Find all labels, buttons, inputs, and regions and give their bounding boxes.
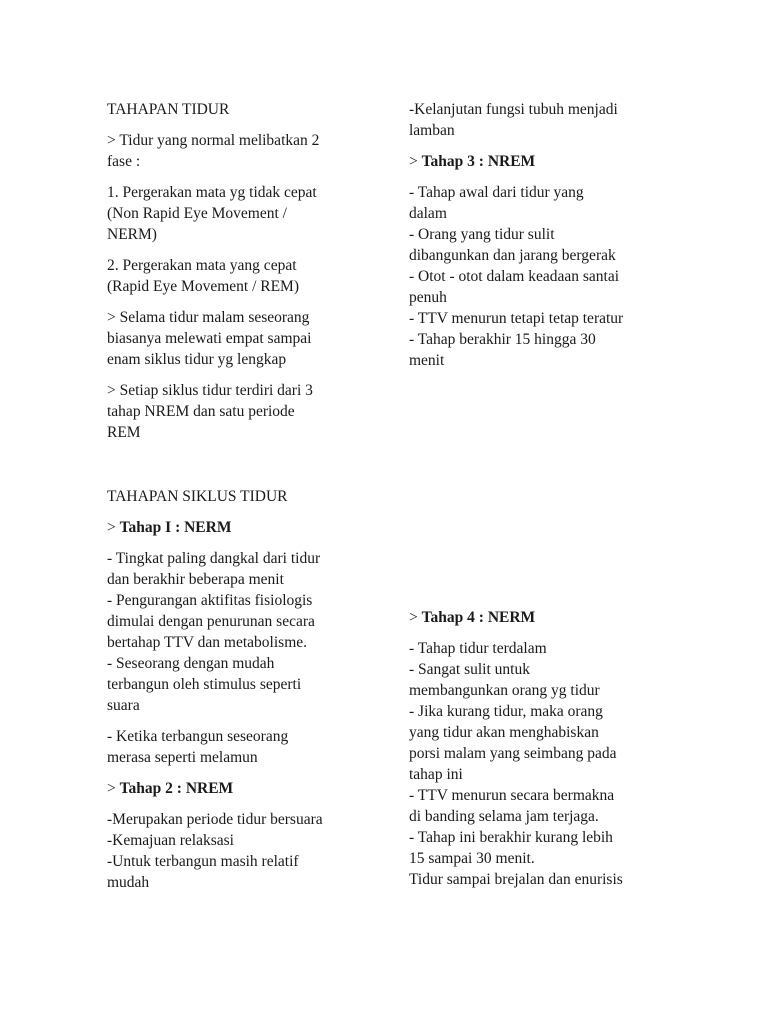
stage-heading-2 bbox=[107, 778, 369, 799]
text-line: 15 sampai 30 menit. bbox=[409, 850, 535, 867]
text-line: merasa seperti melamun bbox=[107, 749, 258, 766]
text-line: tahap NREM dan satu periode bbox=[107, 403, 295, 420]
paragraph-nerm bbox=[107, 182, 369, 245]
text-line: (Non Rapid Eye Movement / bbox=[107, 205, 287, 222]
text-line: porsi malam yang seimbang pada bbox=[409, 745, 617, 762]
text-line: REM bbox=[107, 424, 141, 441]
text-line: - Pengurangan aktifitas fisiologis bbox=[107, 592, 313, 609]
text-line: - Sangat sulit untuk bbox=[409, 661, 530, 678]
text-line: menit bbox=[409, 352, 445, 369]
text-line: NERM) bbox=[107, 226, 157, 243]
text-line: - TTV menurun secara bermakna bbox=[409, 787, 615, 804]
paragraph-stage-3 bbox=[409, 182, 679, 371]
text-line: - Seseorang dengan mudah bbox=[107, 655, 275, 672]
stage-heading-label: Tahap I : NERM bbox=[119, 519, 232, 536]
paragraph-cycle-stages bbox=[107, 380, 369, 443]
text-line: - Tahap berakhir 15 hingga 30 bbox=[409, 331, 596, 348]
paragraph-stage-4 bbox=[409, 638, 679, 890]
paragraph-stage-1-waking bbox=[107, 726, 369, 768]
text-line: mudah bbox=[107, 874, 150, 891]
text-line: -Untuk terbangun masih relatif bbox=[107, 853, 299, 870]
text-line: - TTV menurun tetapi tetap teratur bbox=[409, 310, 624, 327]
text-line: Tidur sampai brejalan dan enurisis bbox=[409, 871, 623, 888]
text-line: - Jika kurang tidur, maka orang bbox=[409, 703, 603, 720]
text-line: fase : bbox=[107, 153, 141, 170]
paragraph-normal-sleep bbox=[107, 130, 369, 172]
text-line: -Kemajuan relaksasi bbox=[107, 832, 234, 849]
stage-heading-prefix: > bbox=[107, 519, 120, 536]
text-line: tahap ini bbox=[409, 766, 463, 783]
text-line: -Kelanjutan fungsi tubuh menjadi bbox=[409, 101, 618, 118]
stage-heading-3 bbox=[409, 151, 679, 172]
text-line: bertahap TTV dan metabolisme. bbox=[107, 634, 308, 651]
left-column bbox=[107, 99, 369, 893]
text-line: membangunkan orang yg tidur bbox=[409, 682, 600, 699]
text-line: - Tahap awal dari tidur yang bbox=[409, 184, 584, 201]
text-line: - Orang yang tidur sulit bbox=[409, 226, 555, 243]
text-line: enam siklus tidur yg lengkap bbox=[107, 351, 287, 368]
text-line: terbangun oleh stimulus seperti bbox=[107, 676, 302, 693]
stage-heading-label: Tahap 2 : NREM bbox=[119, 780, 234, 797]
text-line: dimulai dengan penurunan secara bbox=[107, 613, 315, 630]
text-line: - Tahap tidur terdalam bbox=[409, 640, 547, 657]
stage-heading-label: Tahap 4 : NERM bbox=[421, 609, 536, 626]
text-line: -Merupakan periode tidur bersuara bbox=[107, 811, 323, 828]
section-title-tahapan-siklus-tidur: TAHAPAN SIKLUS TIDUR bbox=[107, 488, 288, 505]
text-line: yang tidur akan menghabiskan bbox=[409, 724, 599, 741]
text-line: penuh bbox=[409, 289, 447, 306]
paragraph-stage-1 bbox=[107, 548, 369, 716]
text-line: dibangunkan dan jarang bergerak bbox=[409, 247, 616, 264]
stage-heading-prefix: > bbox=[409, 153, 422, 170]
text-line: suara bbox=[107, 697, 140, 714]
text-line: - Tahap ini berakhir kurang lebih bbox=[409, 829, 613, 846]
text-line: 2. Pergerakan mata yang cepat bbox=[107, 257, 297, 274]
stage-heading-prefix: > bbox=[409, 609, 422, 626]
text-line: dalam bbox=[409, 205, 447, 222]
text-line: lamban bbox=[409, 122, 455, 139]
stage-heading-1 bbox=[107, 517, 369, 538]
paragraph-stage-2-continued bbox=[409, 99, 679, 141]
text-line: - Tingkat paling dangkal dari tidur bbox=[107, 550, 321, 567]
stage-heading-4 bbox=[409, 607, 679, 628]
text-line: 1. Pergerakan mata yg tidak cepat bbox=[107, 184, 317, 201]
paragraph-rem bbox=[107, 255, 369, 297]
right-column bbox=[409, 99, 679, 890]
text-line: di banding selama jam terjaga. bbox=[409, 808, 599, 825]
text-line: - Ketika terbangun seseorang bbox=[107, 728, 289, 745]
text-line: biasanya melewati empat sampai bbox=[107, 330, 312, 347]
text-line: > Tidur yang normal melibatkan 2 bbox=[107, 132, 320, 149]
text-line: > Selama tidur malam seseorang bbox=[107, 309, 310, 326]
text-line: - Otot - otot dalam keadaan santai bbox=[409, 268, 620, 285]
paragraph-stage-2 bbox=[107, 809, 369, 893]
text-line: > Setiap siklus tidur terdiri dari 3 bbox=[107, 382, 313, 399]
text-line: dan berakhir beberapa menit bbox=[107, 571, 284, 588]
stage-heading-label: Tahap 3 : NREM bbox=[421, 153, 536, 170]
section-title-tahapan-tidur: TAHAPAN TIDUR bbox=[107, 101, 230, 118]
stage-heading-prefix: > bbox=[107, 780, 120, 797]
text-line: (Rapid Eye Movement / REM) bbox=[107, 278, 299, 295]
paragraph-sleep-cycles bbox=[107, 307, 369, 370]
